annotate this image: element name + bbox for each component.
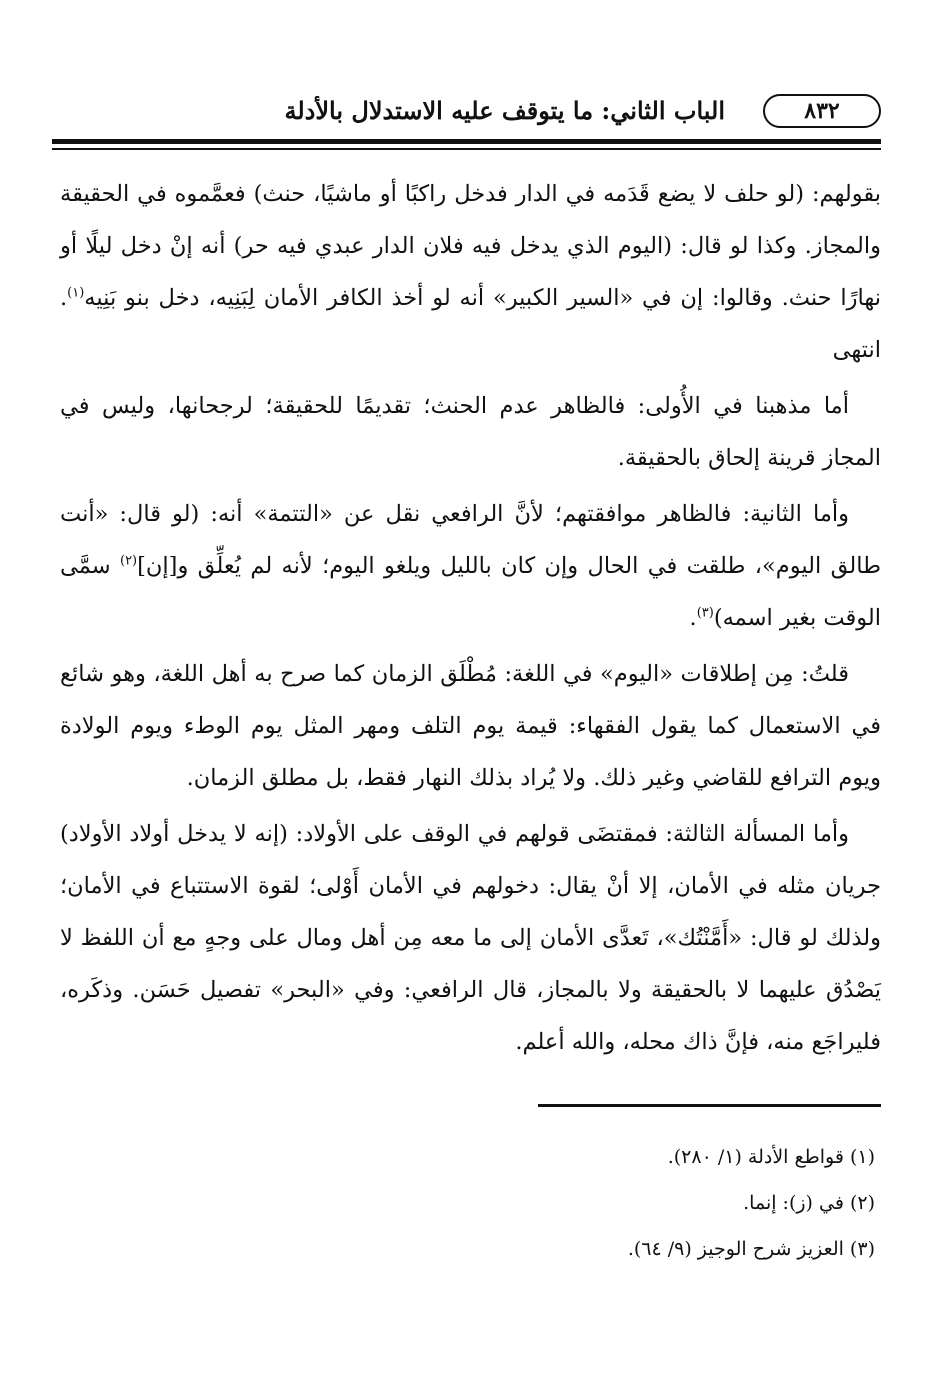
footnotes xyxy=(60,1134,875,1272)
footnote-ref-1[interactable]: (١) xyxy=(67,285,85,301)
paragraph-5 xyxy=(60,808,881,1068)
paragraph-3 xyxy=(60,488,881,644)
paragraph-text: بقولهم: (لو حلف لا يضع قَدَمه في الدار فدخل راكبًا أو ماشيًا، حنث) فعمَّموه في الحقيقة والمجاز. وكذا لو قال: (اليوم الذي يدخل فيه فلان الدار عبدي فيه حر) أنه إنْ دخل ليلًا أو نهارًا حنث. وقالوا: إن في «السير الكبير» أنه لو أخذ الكافر الأمان لِبَنِيه، دخل بنو بَنِيه xyxy=(60,181,881,311)
main-text xyxy=(60,168,881,1072)
paragraph-text: سمَّى الوقت بغير اسمه) xyxy=(60,553,881,631)
page-number-badge xyxy=(763,94,881,128)
paragraph-text: وأما الثانية: فالظاهر موافقتهم؛ لأنَّ الرافعي نقل عن «التتمة» أنه: (لو قال: «أنت طالق اليوم»، طلقت في الحال وإن كان بالليل ويلغو اليوم؛ لأنه لم يُعلِّق و[إن] xyxy=(60,501,881,579)
footnote-ref-2[interactable]: (٢) xyxy=(119,553,138,569)
header-rule-thick xyxy=(52,139,881,144)
paragraph-text: وأما المسألة الثالثة: فمقتضَى قولهم في الوقف على الأولاد: (إنه لا يدخل أولاد الأولاد) جريان مثله في الأمان، إلا أنْ يقال: دخولهم في الأمان أَوْلى؛ لقوة الاستتباع في الأمان؛ ولذلك لو قال: «أَمَّنْتُك»، تَعدَّى الأمان إلى ما معه مِن أهل ومال على وجهٍ مع أن اللفظ لا يَصْدُق عليهما لا بالحقيقة ولا بالمجاز، قال الرافعي: وفي «البحر» تفصيل حَسَن. وذكَره، فليراجَع منه، فإنَّ ذاك محله، والله أعلم. xyxy=(60,821,881,1055)
page-header xyxy=(52,92,881,134)
paragraph-1 xyxy=(60,168,881,376)
paragraph-4 xyxy=(60,648,881,804)
page-number: ٨٣٢ xyxy=(804,98,840,124)
footnote-ref-3[interactable]: (٣) xyxy=(696,605,714,621)
paragraph-text: قلتُ: مِن إطلاقات «اليوم» في اللغة: مُطْلَق الزمان كما صرح به أهل اللغة، وهو شائع في الاستعمال كما يقول الفقهاء: قيمة يوم التلف ومهر المثل يوم الوطء ويوم الولادة ويوم الترافع للقاضي وغير ذلك. ولا يُراد بذلك النهار فقط، بل مطلق الزمان. xyxy=(60,661,881,791)
header-rule-thin xyxy=(52,148,881,150)
footnote-3: (٣) العزيز شرح الوجيز (٩/ ٦٤). xyxy=(627,1238,875,1260)
footnote-1: (١) قواطع الأدلة (١/ ٢٨٠). xyxy=(667,1146,875,1168)
paragraph-text: أما مذهبنا في الأُولى: فالظاهر عدم الحنث؛ تقديمًا للحقيقة؛ لرجحانها، وليس في المجاز قرينة إلحاق بالحقيقة. xyxy=(60,393,881,471)
running-title: الباب الثاني: ما يتوقف عليه الاستدلال بالأدلة xyxy=(284,96,725,125)
paragraph-2 xyxy=(60,380,881,484)
footnote-2: (٢) في (ز): إنما. xyxy=(743,1192,875,1214)
paragraph-text: . xyxy=(689,605,697,631)
paragraph-text: . انتهى xyxy=(60,285,881,363)
footnote-separator xyxy=(538,1104,881,1107)
